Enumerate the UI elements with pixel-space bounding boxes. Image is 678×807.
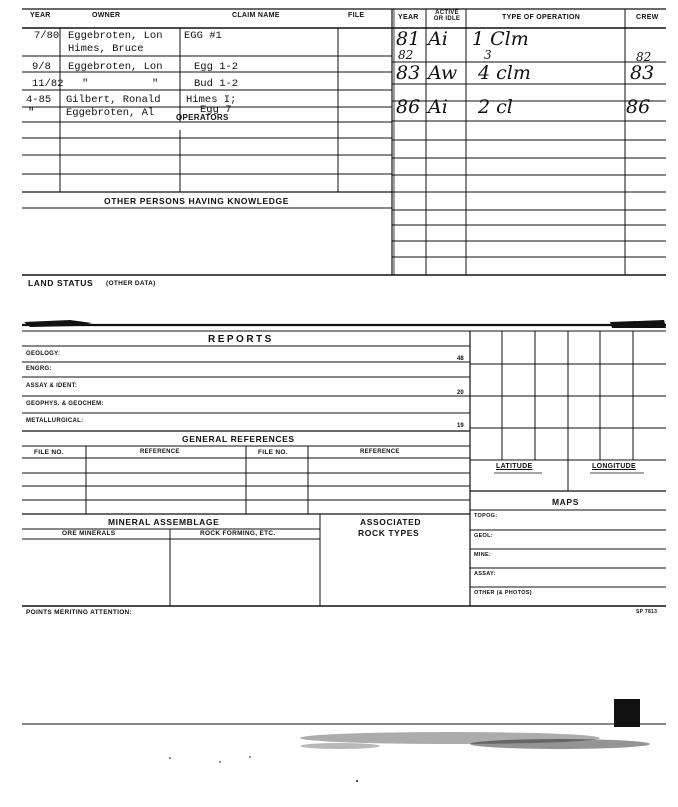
latitude-label: LATITUDE — [496, 463, 533, 470]
header-year-2: YEAR — [398, 14, 419, 21]
header-type-of-operation: TYPE OF OPERATION — [502, 14, 581, 21]
op-row-4-year: 86 — [396, 96, 421, 118]
owner-row-6-owner: Eggebroten, Al — [66, 107, 155, 119]
owner-row-5-claim: Himes I; — [186, 94, 237, 106]
header-year: YEAR — [30, 12, 51, 19]
owner-row-3-claim: Egg 1-2 — [194, 61, 239, 73]
owner-row-5-year: 4-85 — [26, 94, 52, 106]
maps-assay: ASSAY: — [474, 571, 496, 577]
owner-row-1-year: 7/80 — [34, 30, 60, 42]
reports-number-2: 20 — [457, 390, 464, 396]
reports-engrg: ENGRG: — [26, 366, 52, 372]
rock-forming-label: ROCK FORMING, ETC. — [200, 530, 276, 537]
op-row-2-operation: 3 — [484, 48, 492, 62]
associated-label: ASSOCIATED — [360, 517, 422, 527]
owner-row-6-claim: Egg 7 — [200, 104, 232, 116]
header-file: FILE — [348, 12, 365, 19]
op-row-4-status: Ai — [428, 96, 448, 118]
longitude-label: LONGITUDE — [592, 463, 636, 470]
op-row-1-operation: 1 Clm — [472, 28, 529, 50]
general-references-title: GENERAL REFERENCES — [182, 434, 295, 444]
general-references-file-no-2: FILE NO. — [258, 449, 288, 456]
owner-row-4-year: 11/82 — [32, 78, 64, 90]
op-row-2-crew: 82 — [636, 50, 652, 64]
header-claim-name: CLAIM NAME — [232, 12, 280, 19]
land-status-note: (OTHER DATA) — [106, 280, 156, 287]
owner-row-6-year: " — [28, 107, 35, 119]
ore-minerals-label: ORE MINERALS — [62, 530, 116, 537]
owner-row-4-claim-ditto: " — [152, 78, 159, 90]
owner-row-5-owner: Gilbert, Ronald — [66, 94, 161, 106]
op-row-3-status: Aw — [428, 62, 458, 84]
op-row-1-status: Ai — [428, 28, 448, 50]
owner-row-1-claim: EGG #1 — [184, 30, 222, 42]
general-references-file-no: FILE NO. — [34, 449, 64, 456]
owner-row-1-owner: Eggebroten, Lon — [68, 30, 163, 42]
maps-geol: GEOL: — [474, 533, 493, 539]
other-persons-label: OTHER PERSONS HAVING KNOWLEDGE — [104, 196, 290, 206]
op-row-4-operation: 2 cl — [478, 96, 513, 118]
op-row-2-year: 82 — [398, 48, 414, 62]
general-references-reference: REFERENCE — [140, 449, 180, 455]
op-row-3-crew: 83 — [630, 62, 655, 84]
maps-other-photos: OTHER (& PHOTOS) — [474, 590, 532, 596]
reports-metallurgical: METALLURGICAL: — [26, 418, 84, 424]
reports-assay-ident: ASSAY & IDENT: — [26, 383, 78, 389]
op-row-3-operation: 4 clm — [478, 62, 531, 84]
owner-row-2-owner: Himes, Bruce — [68, 43, 144, 55]
maps-mine: MINE: — [474, 552, 492, 558]
reports-number-3: 19 — [457, 423, 464, 429]
rock-types-label: ROCK TYPES — [358, 528, 420, 538]
form-number: SP 7813 — [636, 609, 658, 615]
header-owner: OWNER — [92, 12, 121, 19]
op-row-1-year: 81 — [396, 28, 421, 50]
operators-label: OPERATORS — [176, 113, 229, 122]
op-row-3-year: 83 — [396, 62, 421, 84]
owner-row-4-owner: " — [82, 78, 89, 90]
reports-geology: GEOLOGY: — [26, 351, 61, 357]
general-references-reference-2: REFERENCE — [360, 449, 400, 455]
header-active-idle: ACTIVE OR IDLE — [433, 10, 461, 22]
reports-number-1: 48 — [457, 356, 464, 362]
reports-geophys-geochem: GEOPHYS. & GEOCHEM: — [26, 401, 104, 407]
owner-row-3-year: 9/8 — [32, 61, 51, 73]
mineral-assemblage-title: MINERAL ASSEMBLAGE — [108, 517, 220, 527]
owner-row-4-claim: Bud 1-2 — [194, 78, 239, 90]
op-row-4-crew: 86 — [626, 96, 651, 118]
land-status-label: LAND STATUS — [28, 278, 94, 288]
owner-row-3-owner: Eggebroten, Lon — [68, 61, 163, 73]
maps-title: MAPS — [552, 497, 579, 507]
header-crew: CREW — [636, 14, 659, 21]
points-meriting-attention-label: POINTS MERITING ATTENTION: — [26, 609, 133, 616]
reports-title: REPORTS — [208, 334, 274, 345]
maps-topog: TOPOG: — [474, 513, 498, 519]
